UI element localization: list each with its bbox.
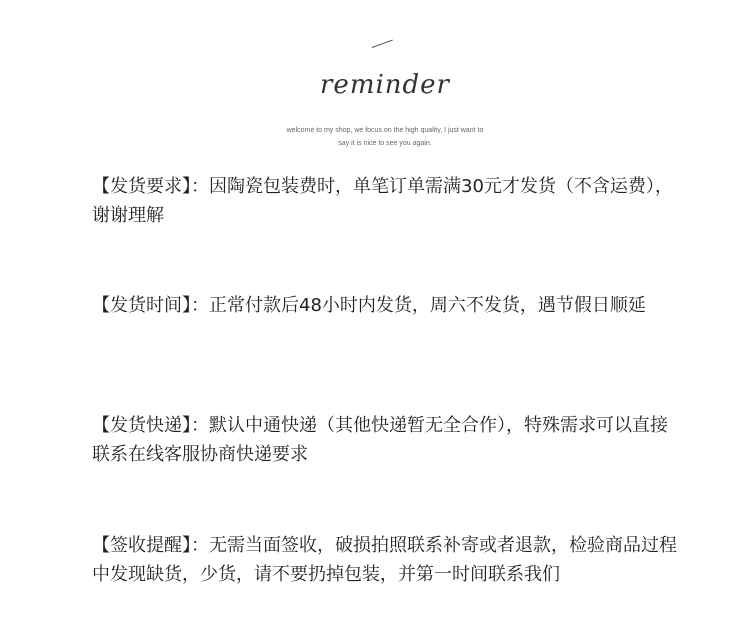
shipping-requirement-notice: 【发货要求】：因陶瓷包装费时，单笔订单需满30元才发货（不含运费），谢谢理解 — [92, 176, 673, 226]
welcome-text-line2: say it is nice to see you again. — [338, 140, 432, 147]
welcome-text-line1: welcome to my shop, we focus on the high quality, I just want to — [286, 127, 484, 134]
shipping-courier-notice: 【发货快递】：默认中通快递（其他快递暂无全合作），特殊需求可以直接联系在线客服协商快递要求 — [92, 415, 668, 465]
header — [0, 0, 750, 160]
decorative-line — [372, 40, 393, 48]
delivery-signing-notice: 【签收提醒】：无需当面签收，破损拍照联系补寄或者退款，检验商品过程中发现缺货，少货，请不要扔掉包装，并第一时间联系我们 — [92, 535, 677, 585]
reminder-title: reminder — [320, 70, 450, 100]
shipping-time-notice: 【发货时间】：正常付款后48小时内发货，周六不发货，遇节假日顺延 — [92, 295, 646, 316]
